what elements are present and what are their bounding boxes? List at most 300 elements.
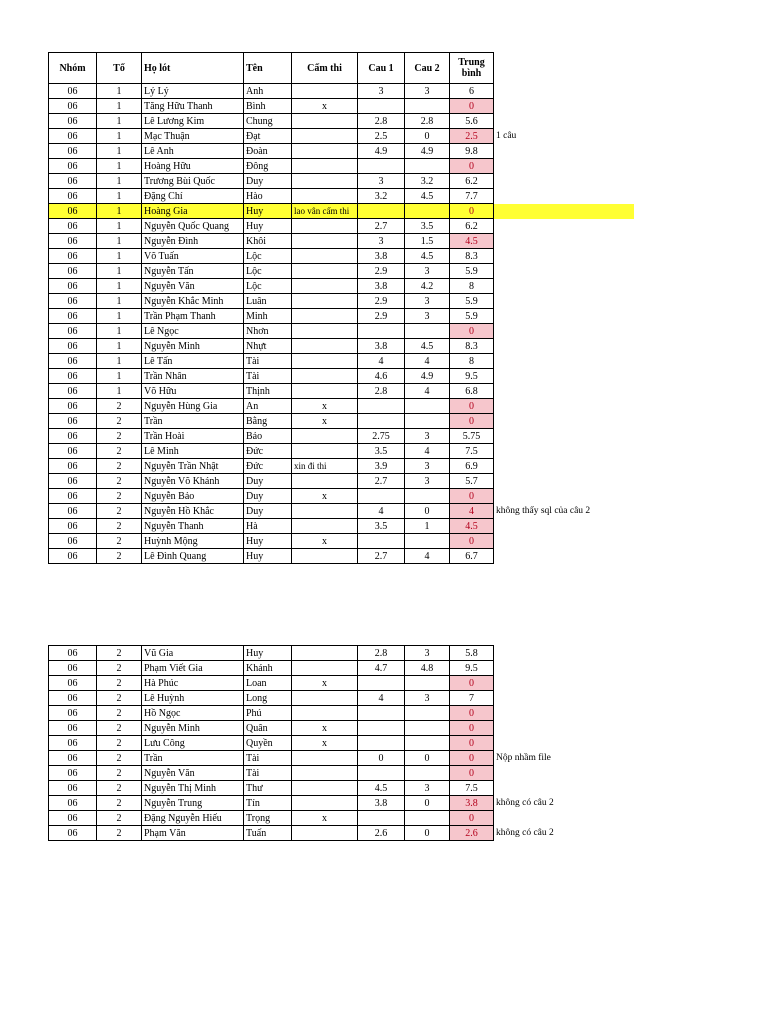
cell-trung-binh[interactable]: 8 — [450, 279, 494, 294]
cell-cau-1[interactable]: 4 — [358, 504, 405, 519]
cell-cau-1[interactable] — [358, 159, 405, 174]
cell-cam-thi[interactable] — [292, 189, 358, 204]
cell-ten[interactable]: Quyền — [244, 736, 292, 751]
cell-ho-lot[interactable]: Hà Phúc — [142, 676, 244, 691]
cell-to[interactable]: 1 — [97, 144, 142, 159]
cell-cau-2[interactable] — [405, 399, 450, 414]
cell-to[interactable]: 2 — [97, 781, 142, 796]
cell-nhom[interactable]: 06 — [49, 691, 97, 706]
cell-cam-thi[interactable] — [292, 706, 358, 721]
cell-cam-thi[interactable]: x — [292, 534, 358, 549]
cell-ho-lot[interactable]: Đặng Nguyễn Hiếu — [142, 811, 244, 826]
cell-cau-1[interactable]: 2.7 — [358, 474, 405, 489]
cell-ho-lot[interactable]: Phạm Viết Gia — [142, 661, 244, 676]
cell-ho-lot[interactable]: Hoàng Gia — [142, 204, 244, 219]
cell-to[interactable]: 2 — [97, 751, 142, 766]
cell-trung-binh[interactable]: 4.5 — [450, 234, 494, 249]
cell-trung-binh[interactable]: 0 — [450, 414, 494, 429]
header-cam-thi[interactable]: Cấm thi — [292, 53, 358, 84]
cell-note[interactable] — [494, 294, 634, 309]
cell-ten[interactable]: Đoàn — [244, 144, 292, 159]
cell-cam-thi[interactable]: lao vân cấm thi — [292, 204, 358, 219]
cell-cau-1[interactable]: 2.75 — [358, 429, 405, 444]
cell-to[interactable]: 2 — [97, 459, 142, 474]
cell-ten[interactable]: Trọng — [244, 811, 292, 826]
cell-nhom[interactable]: 06 — [49, 766, 97, 781]
cell-to[interactable]: 2 — [97, 736, 142, 751]
cell-cam-thi[interactable] — [292, 519, 358, 534]
cell-cam-thi[interactable] — [292, 114, 358, 129]
cell-cau-2[interactable] — [405, 99, 450, 114]
cell-to[interactable]: 1 — [97, 129, 142, 144]
cell-ho-lot[interactable]: Trần — [142, 751, 244, 766]
cell-nhom[interactable]: 06 — [49, 204, 97, 219]
cell-trung-binh[interactable]: 6.2 — [450, 219, 494, 234]
cell-note[interactable] — [494, 429, 634, 444]
cell-cau-2[interactable] — [405, 414, 450, 429]
cell-nhom[interactable]: 06 — [49, 646, 97, 661]
cell-cam-thi[interactable] — [292, 159, 358, 174]
cell-cau-1[interactable] — [358, 99, 405, 114]
cell-to[interactable]: 2 — [97, 489, 142, 504]
cell-ho-lot[interactable]: Nguyễn Hồ Khắc — [142, 504, 244, 519]
header-nhom[interactable]: Nhóm — [49, 53, 97, 84]
cell-nhom[interactable]: 06 — [49, 354, 97, 369]
cell-nhom[interactable]: 06 — [49, 519, 97, 534]
cell-ten[interactable]: Tài — [244, 766, 292, 781]
cell-cau-2[interactable]: 3.5 — [405, 219, 450, 234]
cell-cau-1[interactable] — [358, 736, 405, 751]
cell-ho-lot[interactable]: Lê Ngọc — [142, 324, 244, 339]
cell-cau-2[interactable]: 4 — [405, 444, 450, 459]
cell-cam-thi[interactable] — [292, 279, 358, 294]
cell-ho-lot[interactable]: Nguyễn Đình — [142, 234, 244, 249]
cell-nhom[interactable]: 06 — [49, 811, 97, 826]
cell-cam-thi[interactable] — [292, 249, 358, 264]
cell-ten[interactable]: Hà — [244, 519, 292, 534]
cell-cau-2[interactable]: 3 — [405, 84, 450, 99]
header-cau-1[interactable]: Cau 1 — [358, 53, 405, 84]
cell-ho-lot[interactable]: Lưu Công — [142, 736, 244, 751]
cell-cau-2[interactable] — [405, 721, 450, 736]
cell-trung-binh[interactable]: 5.9 — [450, 309, 494, 324]
header-cau-2[interactable]: Cau 2 — [405, 53, 450, 84]
cell-nhom[interactable]: 06 — [49, 159, 97, 174]
cell-note[interactable] — [494, 534, 634, 549]
cell-ho-lot[interactable]: Vũ Gia — [142, 646, 244, 661]
cell-ho-lot[interactable]: Nguyễn Thanh — [142, 519, 244, 534]
cell-nhom[interactable]: 06 — [49, 459, 97, 474]
cell-trung-binh[interactable]: 4.5 — [450, 519, 494, 534]
cell-cau-1[interactable]: 4.9 — [358, 144, 405, 159]
cell-trung-binh[interactable]: 5.8 — [450, 646, 494, 661]
cell-nhom[interactable]: 06 — [49, 84, 97, 99]
cell-cau-2[interactable]: 4 — [405, 549, 450, 564]
cell-cam-thi[interactable] — [292, 339, 358, 354]
cell-nhom[interactable]: 06 — [49, 264, 97, 279]
header-trung-binh[interactable]: Trung bình — [450, 53, 494, 84]
cell-cau-1[interactable]: 3 — [358, 234, 405, 249]
cell-cau-2[interactable] — [405, 324, 450, 339]
cell-ten[interactable]: Tài — [244, 354, 292, 369]
cell-cau-1[interactable]: 2.9 — [358, 309, 405, 324]
cell-cau-2[interactable]: 0 — [405, 826, 450, 841]
cell-ten[interactable]: Tín — [244, 796, 292, 811]
cell-cam-thi[interactable] — [292, 691, 358, 706]
cell-note[interactable] — [494, 736, 634, 751]
cell-cau-2[interactable]: 4.5 — [405, 249, 450, 264]
cell-to[interactable]: 1 — [97, 369, 142, 384]
cell-cau-1[interactable]: 4.7 — [358, 661, 405, 676]
cell-ten[interactable]: Hào — [244, 189, 292, 204]
cell-cau-2[interactable]: 3 — [405, 781, 450, 796]
cell-note[interactable] — [494, 189, 634, 204]
cell-cau-1[interactable] — [358, 811, 405, 826]
cell-nhom[interactable]: 06 — [49, 189, 97, 204]
cell-trung-binh[interactable]: 0 — [450, 204, 494, 219]
cell-cam-thi[interactable] — [292, 384, 358, 399]
cell-trung-binh[interactable]: 6 — [450, 84, 494, 99]
cell-cau-1[interactable] — [358, 721, 405, 736]
cell-ho-lot[interactable]: Nguyễn Minh — [142, 339, 244, 354]
cell-ten[interactable]: Huy — [244, 534, 292, 549]
cell-nhom[interactable]: 06 — [49, 369, 97, 384]
cell-cam-thi[interactable] — [292, 796, 358, 811]
cell-trung-binh[interactable]: 5.7 — [450, 474, 494, 489]
cell-cau-2[interactable] — [405, 534, 450, 549]
cell-cam-thi[interactable] — [292, 324, 358, 339]
cell-note[interactable] — [494, 691, 634, 706]
cell-note[interactable]: không thấy sql của câu 2 — [496, 505, 591, 516]
cell-cau-2[interactable]: 0 — [405, 129, 450, 144]
cell-note[interactable] — [494, 474, 634, 489]
cell-cam-thi[interactable] — [292, 129, 358, 144]
cell-ten[interactable]: Duy — [244, 474, 292, 489]
cell-cam-thi[interactable] — [292, 826, 358, 841]
cell-ho-lot[interactable]: Nguyễn Thị Minh — [142, 781, 244, 796]
cell-cam-thi[interactable] — [292, 661, 358, 676]
cell-to[interactable]: 1 — [97, 189, 142, 204]
cell-cau-2[interactable]: 0 — [405, 504, 450, 519]
cell-note[interactable] — [494, 309, 634, 324]
cell-trung-binh[interactable]: 7 — [450, 691, 494, 706]
cell-note[interactable] — [494, 339, 634, 354]
cell-ho-lot[interactable]: Nguyễn Bảo — [142, 489, 244, 504]
cell-cam-thi[interactable] — [292, 294, 358, 309]
cell-trung-binh[interactable]: 0 — [450, 811, 494, 826]
cell-note[interactable] — [494, 519, 634, 534]
cell-ten[interactable]: Lộc — [244, 264, 292, 279]
cell-cau-2[interactable] — [405, 736, 450, 751]
cell-nhom[interactable]: 06 — [49, 706, 97, 721]
cell-nhom[interactable]: 06 — [49, 309, 97, 324]
cell-ho-lot[interactable]: Trần Phạm Thanh — [142, 309, 244, 324]
cell-ten[interactable]: Huy — [244, 646, 292, 661]
cell-cau-1[interactable] — [358, 324, 405, 339]
cell-trung-binh[interactable]: 5.9 — [450, 294, 494, 309]
cell-cau-1[interactable]: 4 — [358, 691, 405, 706]
cell-trung-binh[interactable]: 0 — [450, 736, 494, 751]
cell-ho-lot[interactable]: Nguyễn Khắc Minh — [142, 294, 244, 309]
cell-nhom[interactable]: 06 — [49, 219, 97, 234]
cell-note[interactable] — [494, 399, 634, 414]
cell-cau-1[interactable]: 3 — [358, 84, 405, 99]
cell-cau-1[interactable] — [358, 706, 405, 721]
cell-cam-thi[interactable]: x — [292, 721, 358, 736]
cell-cau-1[interactable]: 3.2 — [358, 189, 405, 204]
cell-note[interactable] — [494, 279, 634, 294]
cell-ten[interactable]: Bình — [244, 99, 292, 114]
cell-nhom[interactable]: 06 — [49, 234, 97, 249]
cell-to[interactable]: 2 — [97, 796, 142, 811]
cell-trung-binh[interactable]: 0 — [450, 399, 494, 414]
cell-trung-binh[interactable]: 9.5 — [450, 661, 494, 676]
cell-trung-binh[interactable]: 2.6 — [450, 826, 494, 841]
cell-to[interactable]: 1 — [97, 339, 142, 354]
cell-ho-lot[interactable]: Huỳnh Mộng — [142, 534, 244, 549]
cell-cau-1[interactable]: 2.7 — [358, 219, 405, 234]
cell-cau-2[interactable]: 4.2 — [405, 279, 450, 294]
cell-cau-2[interactable]: 4.9 — [405, 369, 450, 384]
cell-cau-2[interactable] — [405, 676, 450, 691]
cell-cam-thi[interactable] — [292, 781, 358, 796]
cell-note[interactable] — [494, 174, 634, 189]
cell-ten[interactable]: Tuấn — [244, 826, 292, 841]
cell-trung-binh[interactable]: 9.8 — [450, 144, 494, 159]
cell-to[interactable]: 2 — [97, 811, 142, 826]
cell-cau-2[interactable]: 4.5 — [405, 339, 450, 354]
cell-ho-lot[interactable]: Lê Lương Kim — [142, 114, 244, 129]
cell-cau-1[interactable]: 2.8 — [358, 114, 405, 129]
cell-cau-1[interactable]: 2.7 — [358, 549, 405, 564]
cell-ten[interactable]: Khôi — [244, 234, 292, 249]
cell-cau-1[interactable] — [358, 534, 405, 549]
cell-cau-1[interactable]: 0 — [358, 751, 405, 766]
cell-ten[interactable]: Huy — [244, 219, 292, 234]
cell-to[interactable]: 2 — [97, 429, 142, 444]
cell-ten[interactable]: Tài — [244, 369, 292, 384]
cell-ho-lot[interactable]: Nguyễn Hùng Gia — [142, 399, 244, 414]
cell-nhom[interactable]: 06 — [49, 781, 97, 796]
cell-note[interactable] — [494, 324, 634, 339]
cell-trung-binh[interactable]: 6.2 — [450, 174, 494, 189]
cell-cau-1[interactable]: 4 — [358, 354, 405, 369]
cell-cam-thi[interactable] — [292, 234, 358, 249]
cell-nhom[interactable]: 06 — [49, 474, 97, 489]
cell-note[interactable] — [494, 676, 634, 691]
cell-nhom[interactable]: 06 — [49, 384, 97, 399]
cell-cau-2[interactable]: 4 — [405, 354, 450, 369]
cell-ten[interactable]: Duy — [244, 489, 292, 504]
cell-nhom[interactable]: 06 — [49, 114, 97, 129]
cell-note[interactable] — [494, 661, 634, 676]
cell-cau-2[interactable] — [405, 159, 450, 174]
cell-nhom[interactable]: 06 — [49, 736, 97, 751]
cell-note[interactable] — [494, 721, 634, 736]
cell-note[interactable] — [494, 369, 634, 384]
cell-ho-lot[interactable]: Nguyễn Tấn — [142, 264, 244, 279]
cell-nhom[interactable]: 06 — [49, 489, 97, 504]
cell-to[interactable]: 1 — [97, 309, 142, 324]
cell-trung-binh[interactable]: 0 — [450, 99, 494, 114]
cell-note[interactable] — [494, 234, 634, 249]
cell-ho-lot[interactable]: Lê Huỳnh — [142, 691, 244, 706]
cell-note[interactable] — [494, 114, 634, 129]
cell-ho-lot[interactable]: Hoàng Hữu — [142, 159, 244, 174]
cell-to[interactable]: 2 — [97, 504, 142, 519]
cell-ho-lot[interactable]: Nguyễn Quốc Quang — [142, 219, 244, 234]
cell-cau-2[interactable]: 4.9 — [405, 144, 450, 159]
cell-cam-thi[interactable] — [292, 751, 358, 766]
cell-cau-2[interactable]: 1.5 — [405, 234, 450, 249]
cell-ho-lot[interactable]: Võ Hữu — [142, 384, 244, 399]
cell-ten[interactable]: Bằng — [244, 414, 292, 429]
cell-cau-1[interactable] — [358, 676, 405, 691]
cell-cau-2[interactable]: 3 — [405, 309, 450, 324]
cell-cau-2[interactable]: 3 — [405, 646, 450, 661]
cell-note[interactable]: Nộp nhầm file — [496, 752, 551, 763]
cell-note[interactable]: không có câu 2 — [496, 797, 554, 808]
cell-to[interactable]: 2 — [97, 766, 142, 781]
cell-ten[interactable]: Đức — [244, 444, 292, 459]
cell-nhom[interactable]: 06 — [49, 399, 97, 414]
cell-trung-binh[interactable]: 7.7 — [450, 189, 494, 204]
cell-trung-binh[interactable]: 7.5 — [450, 781, 494, 796]
cell-ho-lot[interactable]: Trương Bùi Quốc — [142, 174, 244, 189]
cell-ho-lot[interactable]: Nguyễn Võ Khánh — [142, 474, 244, 489]
cell-ho-lot[interactable]: Nguyễn Văn — [142, 766, 244, 781]
header-to[interactable]: Tổ — [97, 53, 142, 84]
cell-ten[interactable]: Nhựt — [244, 339, 292, 354]
cell-to[interactable]: 1 — [97, 249, 142, 264]
cell-note[interactable] — [494, 99, 634, 114]
cell-cau-1[interactable]: 4.5 — [358, 781, 405, 796]
cell-note[interactable] — [494, 159, 634, 174]
cell-ho-lot[interactable]: Tăng Hữu Thanh — [142, 99, 244, 114]
cell-cam-thi[interactable] — [292, 174, 358, 189]
cell-ten[interactable]: Thư — [244, 781, 292, 796]
cell-cau-1[interactable]: 3.8 — [358, 249, 405, 264]
cell-cau-1[interactable] — [358, 414, 405, 429]
cell-nhom[interactable]: 06 — [49, 249, 97, 264]
cell-note[interactable] — [494, 811, 634, 826]
cell-cau-2[interactable]: 4 — [405, 384, 450, 399]
cell-trung-binh[interactable]: 0 — [450, 721, 494, 736]
cell-ho-lot[interactable]: Nguyễn Trần Nhật — [142, 459, 244, 474]
cell-cau-2[interactable]: 1 — [405, 519, 450, 534]
cell-to[interactable]: 2 — [97, 646, 142, 661]
cell-note[interactable] — [494, 84, 634, 99]
cell-note[interactable] — [494, 706, 634, 721]
cell-cam-thi[interactable] — [292, 144, 358, 159]
cell-cau-1[interactable]: 3 — [358, 174, 405, 189]
cell-cau-2[interactable]: 3 — [405, 459, 450, 474]
cell-trung-binh[interactable]: 0 — [450, 534, 494, 549]
cell-ten[interactable]: Huy — [244, 549, 292, 564]
cell-ho-lot[interactable]: Võ Tuấn — [142, 249, 244, 264]
cell-ho-lot[interactable]: Nguyễn Văn — [142, 279, 244, 294]
cell-to[interactable]: 1 — [97, 204, 142, 219]
cell-nhom[interactable]: 06 — [49, 279, 97, 294]
cell-trung-binh[interactable]: 0 — [450, 706, 494, 721]
cell-to[interactable]: 2 — [97, 519, 142, 534]
cell-ho-lot[interactable]: Phạm Văn — [142, 826, 244, 841]
cell-note[interactable]: không có câu 2 — [496, 827, 554, 838]
cell-ten[interactable]: Chung — [244, 114, 292, 129]
cell-cau-2[interactable]: 3 — [405, 429, 450, 444]
cell-to[interactable]: 1 — [97, 99, 142, 114]
cell-note[interactable] — [494, 766, 634, 781]
cell-trung-binh[interactable]: 7.5 — [450, 444, 494, 459]
cell-nhom[interactable]: 06 — [49, 796, 97, 811]
cell-nhom[interactable]: 06 — [49, 676, 97, 691]
cell-note[interactable] — [494, 549, 634, 564]
cell-cau-1[interactable]: 4.6 — [358, 369, 405, 384]
cell-cam-thi[interactable] — [292, 264, 358, 279]
cell-to[interactable]: 1 — [97, 219, 142, 234]
cell-ho-lot[interactable]: Trần — [142, 414, 244, 429]
cell-cam-thi[interactable]: x — [292, 676, 358, 691]
cell-trung-binh[interactable]: 0 — [450, 324, 494, 339]
cell-ten[interactable]: Nhơn — [244, 324, 292, 339]
cell-ten[interactable]: Loan — [244, 676, 292, 691]
cell-to[interactable]: 2 — [97, 691, 142, 706]
cell-note[interactable] — [494, 204, 634, 219]
cell-cau-1[interactable]: 3.8 — [358, 339, 405, 354]
cell-cau-1[interactable]: 3.5 — [358, 444, 405, 459]
cell-trung-binh[interactable]: 9.5 — [450, 369, 494, 384]
cell-to[interactable]: 1 — [97, 159, 142, 174]
cell-ho-lot[interactable]: Nguyễn Minh — [142, 721, 244, 736]
cell-to[interactable]: 1 — [97, 234, 142, 249]
cell-note[interactable] — [494, 249, 634, 264]
cell-to[interactable]: 2 — [97, 414, 142, 429]
cell-cau-2[interactable]: 3 — [405, 691, 450, 706]
cell-nhom[interactable]: 06 — [49, 826, 97, 841]
cell-trung-binh[interactable]: 0 — [450, 489, 494, 504]
cell-to[interactable]: 2 — [97, 706, 142, 721]
cell-cam-thi[interactable] — [292, 444, 358, 459]
cell-trung-binh[interactable]: 2.5 — [450, 129, 494, 144]
cell-cau-1[interactable]: 3.8 — [358, 796, 405, 811]
cell-ten[interactable]: Bảo — [244, 429, 292, 444]
cell-cau-1[interactable]: 2.8 — [358, 384, 405, 399]
cell-note[interactable] — [494, 384, 634, 399]
cell-to[interactable]: 1 — [97, 354, 142, 369]
cell-ten[interactable]: An — [244, 399, 292, 414]
cell-ten[interactable]: Đức — [244, 459, 292, 474]
cell-cau-1[interactable]: 3.9 — [358, 459, 405, 474]
cell-ten[interactable]: Tài — [244, 751, 292, 766]
cell-ho-lot[interactable]: Lê Tấn — [142, 354, 244, 369]
cell-cau-2[interactable]: 3.2 — [405, 174, 450, 189]
cell-ten[interactable]: Đông — [244, 159, 292, 174]
cell-nhom[interactable]: 06 — [49, 129, 97, 144]
cell-to[interactable]: 1 — [97, 279, 142, 294]
cell-cau-2[interactable]: 3 — [405, 474, 450, 489]
cell-nhom[interactable]: 06 — [49, 339, 97, 354]
cell-ten[interactable]: Anh — [244, 84, 292, 99]
cell-cau-1[interactable]: 2.8 — [358, 646, 405, 661]
cell-to[interactable]: 2 — [97, 661, 142, 676]
cell-nhom[interactable]: 06 — [49, 324, 97, 339]
cell-cau-1[interactable]: 3.5 — [358, 519, 405, 534]
cell-note[interactable] — [494, 489, 634, 504]
cell-cam-thi[interactable] — [292, 84, 358, 99]
cell-ho-lot[interactable]: Mạc Thuận — [142, 129, 244, 144]
cell-cam-thi[interactable]: x — [292, 736, 358, 751]
cell-ten[interactable]: Minh — [244, 309, 292, 324]
